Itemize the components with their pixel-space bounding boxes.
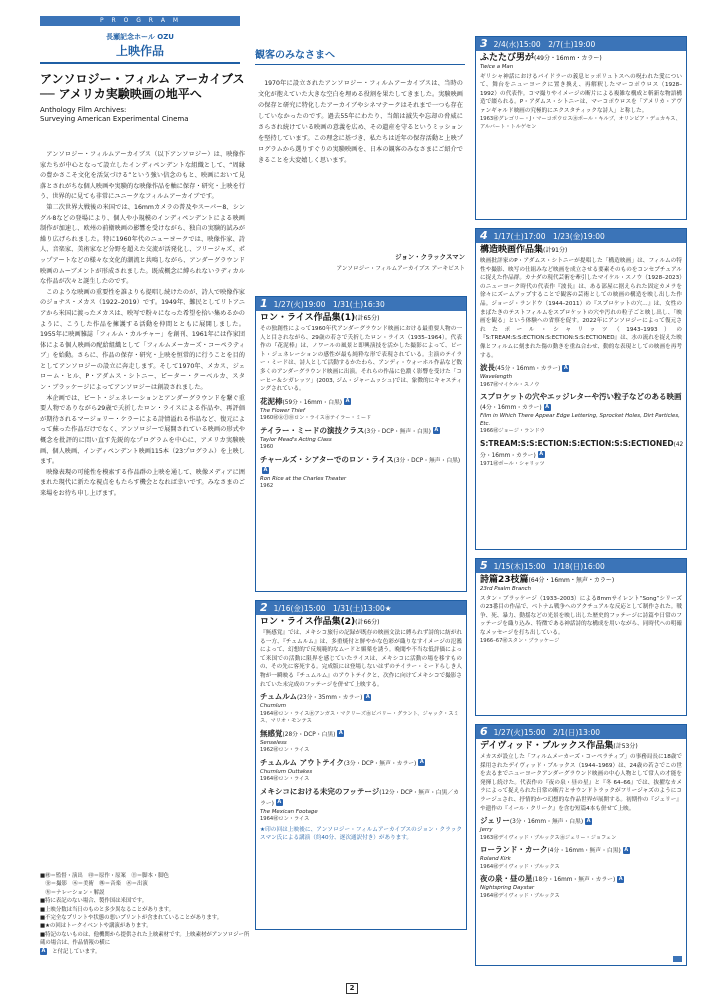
film-title [476, 814, 686, 827]
film-meta: (3分・DCP・無声・カラー) [343, 760, 417, 767]
program-header: P R O G R A M [40, 16, 240, 26]
program-dates: 1/27(火)15:00 2/1(日)13:00 [493, 728, 601, 737]
archive-badge: A [365, 693, 370, 700]
program-title-text: ふたたび男が [480, 53, 535, 63]
program-3 [475, 36, 687, 220]
film-title-text: メキシコにおける未完のフッテージ [260, 786, 380, 796]
film-credits: 1960 [260, 444, 274, 451]
program-credits: 1963㊙グレゴリー・J・マーコポウロス㊌ポール・キルブ、オリンピア・デュカキス、アルバート・トルゲセン [480, 116, 681, 130]
program-5 [475, 558, 687, 716]
film-title [256, 424, 466, 437]
film-title-text: テイラー・ミードの演技クラス [260, 425, 365, 435]
program-duration: (計66分) [355, 619, 380, 626]
film-meta: (4分・16mm・無声・白黒) [547, 848, 621, 855]
program-note: ★印の回は上映後に、アンソロジー・フィルムアーカイブスのジョン・クラックスマン氏による講演（約40分、逐次通訳付き）があります。 [260, 826, 462, 842]
corner-mark [673, 956, 682, 962]
film-meta: (3分・DCP・無声・白黒) [393, 457, 461, 464]
archive-badge: A [41, 947, 46, 954]
program-dates: 1/27(火)19:00 1/31(土)16:30 [273, 300, 385, 309]
intro-text: アンソロジー・フィルムアーカイブス（以下アンソロジー）は、映像作家たちが中心となって設立したインディペンデントな組織として、“周縁の豊かさこそ文化を活気づける”という強い信念のもと、映画において見落とされがちな個人映画や実験的な映像作品を軸に保存・研究・上映を行う、世界的に見ても非常にユニークなフィルムアーカイブです。 第二次世界大戦後の米国では、16mmカメラの普及やスーパー8、シングル8などの登場により、個人や小規模のインディペンデントによる映画制作が加速し、欧州の前衛映画の影響を受けながら、独自の実験的試みが繰り広げられました。特に1960年代のニューヨークでは、映像作家、詩人、音楽家、美術家など分野を超えた交流が活発化し、フリージャズ、ポップアートなどの様々な文化的潮流と共鳴しながら、アンダーグラウンド映画のムーブメントが形成されました。既成概念に縛られないラディカルな作品が次々と誕生したのです。 このような映画の重要性を誰よりも提唱し続けたのが、詩人で映像作家のジョナス・メカス（1922–2019）です。1949年、難民としてリトアニアから米国に渡ったメカスは、映写で粉々になった希望を拾い集めるかのように、こうした作品を擁護する活動を仲間とともに展開しました。1955年に映画雑誌「フィルム・カルチャー」を創刊、1961年には作家団体による個人映画の配給組織として「フィルムメーカーズ・コーペラティブ」を始動。さらに、作品の保存・研究・上映を恒常的に行うことを目的としてアンソロジーの設立に奔走します。そして1970年、メカス、ジェローム・ヒル、P・アダムス・シトニー、ピーター・クーベルカ、スタン・ブラッケージによってアンソロジーは創設されました。 本企画では、ピート・ジェネレーションとアンダーグラウンドを繋ぐ重要人物でありながら29歳で夭折したロン・ライスによる作品や、再評価が期待されるマージョリー・ケラーによる詩情溢れる作品など、復元によって蘇った作品だけでなく、アンソロジーで展開されている映画の形式や概念を批評的に問い直す先鋭的なプログラムを中心に、アメリカ実験映画、個人映画、インディペンデント映画115本（23プログラム）を上映します。 映像表現の可能性を模索する作品群の上映を通して、映像メディアに囲まれた現代に新たな視点をもたらす機会となれば幸いです。みなさまのご来場をお待ち申し上げます。 [40, 151, 245, 497]
film-meta: (4分・16mm・カラー) [480, 405, 542, 412]
film-credits: 1962㊙ロン・ライス [260, 747, 310, 754]
program-4 [475, 228, 687, 550]
greeting-signature: ジョン・クラックスマン [395, 253, 465, 261]
film-title-text: 花泥棒 [260, 396, 283, 406]
film-meta: (3分・16mm・無声・白黒) [509, 819, 584, 826]
film-title [256, 453, 466, 476]
program-title [256, 311, 466, 324]
film-en-title: Chumlum Outtakes [260, 768, 313, 775]
program-title-text: ロン・ライス作品集(2) [260, 617, 356, 627]
film-title [476, 872, 686, 885]
section-title: 上映作品 [115, 44, 164, 58]
film-title-text: S:TREAM:S:S:ECTION:S:ECTION:S:S:ECTIONED [480, 438, 674, 448]
greeting-title: 観客のみなさまへ [255, 46, 465, 65]
archive-badge: A [345, 398, 350, 405]
program-2 [255, 600, 467, 930]
archive-badge: A [263, 467, 268, 474]
film-en-title: Wavelength [480, 374, 513, 381]
program-en-title: 23rd Psalm Branch [480, 586, 532, 592]
english-title: Anthology Film Archives: Surveying American Experimental Cinema [40, 106, 189, 123]
film-credits: 1964㊙ロン・ライス㊌アンガス・マクリーズ㊌ビバリー・グラント、ジャック・スミス、マリオ・モンテス [260, 710, 459, 725]
program-title-text: 構造映画作品集 [480, 245, 544, 255]
film-meta: (28分・DCP・白黒) [282, 731, 336, 738]
film-credits: 1966㊙ジョージ・ランドウ [480, 428, 545, 435]
program-2-header [256, 601, 466, 615]
film-meta: (23分・35mm・カラー) [296, 695, 363, 702]
film-title-text: スプロケットの穴やエッジレターや汚い粒子などのある映画 [480, 392, 682, 402]
film-credits: 1962 [260, 483, 274, 490]
film-credits: 1964㊙ロン・ライス [260, 816, 310, 823]
program-4-header [476, 229, 686, 243]
program-duration: (計65分) [355, 315, 380, 322]
program-description: 映画批評家のP・アダムス・シトニーが提唱した「構造映画」は、フィルムの特性や撮影、映写の仕組みなど映画を成立させる要素そのものをコンセプチュアルに捉えた作品群。カナダの現代芸術を牽引したマイケル・スノウ（1928–2023）のニューヨーク時代の代表作『波長』は、ある部屋に据えられた固定カメラを徐々にズームアップすることで観客の芸術としての映画の構造を映し出した作品。ジョージ・ランドウ（1944–2011）の『スプロケットの穴…』は、女性のまばたきのテストフィルムをスプロケットの穴や汚れの粒子ごと映し出し、「映画を観る」という体験への省察を促す。2022年にアンソロジーによって復元されたポール・シャリッツ（1943–1993）の『S:TREAM:S:S:ECTION:S:ECTION:S:S:ECTIONED』は、水の流れを捉えた映像とフィルムに刻まれた傷の動きを重ね合わせ、動的な表現としての映画を再考する。 [480, 258, 682, 359]
film-en-title: Senseless [260, 739, 287, 746]
film-meta: (42分・16mm・カラー) [480, 441, 684, 459]
film-meta: (3分・DCP・無声・白黒) [364, 428, 431, 435]
film-credits: 1967㊙マイケル・スノウ [480, 381, 540, 388]
program-title [476, 243, 686, 256]
film-title-text: 無感覚 [260, 728, 283, 738]
film-credits: 1964㊙デイヴィッド・ブルックス [480, 863, 560, 870]
program-1 [255, 296, 467, 592]
program-title-text: デイヴィッド・ブルックス作品集 [480, 741, 614, 751]
film-en-title: Chumlum [260, 703, 287, 710]
film-en-title: Film in Which There Appear Edge Lettering, Sprocket Holes, Dirt Particles, Etc. [480, 413, 680, 427]
film-title [476, 437, 686, 461]
legend: ■㊙＝監督・演出 ㊞＝原作・原案 ㊐＝脚本・脚色 ㊎＝撮影 ㊍＝美術 ㊑＝音楽 ㊌＝出演 ㊒＝ナレーション・解説 ■特に表記のない場合、製作国は米国です。 ■上映分数は当日のものと多少異なることがあります。 ■不完全なプリントや状態の悪いプリントが含まれていることがあります。 ■★の回はトークイベントや講演があります。 ■特記のないものは、他機関から提供された上映素材です。上映素材がアンソロジー所蔵の場合は、作品情報の横に A と付記しています。 [40, 873, 250, 955]
film-credits: 1964㊙デイヴィッド・ブルックス [480, 892, 560, 899]
program-title-text: ロン・ライス作品集(1) [260, 313, 356, 323]
program-description: その独創性によって1960年代アンダーグラウンド映画における最重要人物の一人と目されながら、29歳の若さで夭折したロン・ライス（1935–1964）。代表作の『花泥棒』は、ノワールの風景と即興演技を活かした撮影によって、ビート・ジェネレーションの感性が最も純粋な形で表現されている。主演のテイラー・ミードは、詩人として活動するかたわら、アンディ・ウォーホル作品など数多くのアンダーグラウンド映画に出演。それらの作品に色濃く影響を受けた「コーヒー＆シガレッツ」(2003, ジム・ジャームッシュ)では、象徴的にキャスティングされている。 [260, 326, 462, 393]
film-title-text: チュムルム アウトテイク [260, 757, 344, 767]
film-credits: 1963㊙デイヴィッド・ブルックス㊌ジェリー・ジョフェン [480, 834, 617, 841]
program-description: メカスが設立した「フィルムメーカーズ・コーペラティブ」の事務局長に18歳で採用されたデイヴィッド・ブルックス（1944–1969）は、24歳の若さでこの世を去るまでニューヨークアンダーグラウンド映画の中心人物として常人の才能を発揮し続けた。代表作の『夜の泉・昼の星』と『冬 64–66』では、抜擢なカメラによって捉えられた日常の断片とサウンドトラックがフリージャズのようにコラージュされ、抒情的かつ幻想的な作品世界が展開する。初期作の『ジェリー』や遺作の『イール・クリーク』を含む短篇4本も併せて上映。 [480, 754, 682, 812]
main-title: アンソロジー・フィルム アーカイブス ── アメリカ実験映画の地平へ [40, 72, 245, 101]
film-en-title: Nightspring Daystar [480, 885, 535, 892]
program-1-header [256, 297, 466, 311]
program-description: スタン・ブラッケージ（1933–2003）による8mmサイレント“Song”シリーズの23番目の作品で、ベトナム戦争へのアクチュアルな反応として制作された。戦争、死、暴力、動揺などの光景を映し出した歴史的フッテージに詩篇や日常のフッテージを織り込み、特徴である神話詩的な構成を用いながら、同時代への明確なメッセージを打ち出している。 [480, 595, 682, 636]
program-duration: (計91分) [543, 247, 568, 254]
film-meta: (12分・DCP・無声・白黒／カラー) [260, 789, 459, 807]
divider [40, 62, 240, 64]
film-title-text: 夜の泉・昼の星 [480, 874, 533, 884]
film-en-title: Jerry [480, 827, 493, 834]
program-5-header [476, 559, 686, 573]
program-title [476, 739, 686, 752]
film-meta: (45分・16mm・カラー) [495, 366, 561, 373]
film-title [256, 727, 466, 740]
archive-badge: A [563, 364, 568, 371]
hall-name: 長瀬記念ホール OZU [105, 33, 174, 41]
film-meta: (59分・16mm・白黒) [282, 399, 343, 406]
film-meta: (18分・16mm・無声・カラー) [532, 877, 616, 884]
film-title [476, 390, 686, 413]
program-6-header [476, 725, 686, 739]
program-number: 5 [480, 559, 488, 572]
film-title-text: ジェリー [480, 816, 510, 826]
film-en-title: The Mexican Footage [260, 808, 318, 815]
film-title-text: ローランド・カーク [480, 845, 548, 855]
program-dates: 1/16(金)15:00 1/31(土)13:00★ [273, 604, 392, 613]
archive-badge: A [545, 403, 550, 410]
archive-badge: A [618, 875, 623, 882]
film-credits: 1964㊙ロン・ライス [260, 776, 310, 783]
film-title [256, 785, 466, 809]
program-number: 2 [260, 601, 268, 614]
greeting-role: アンソロジー・フィルムアーカイブス アーキビスト [336, 266, 465, 272]
program-3-header [476, 37, 686, 51]
program-dates: 2/4(水)15:00 2/7(土)19:00 [493, 40, 596, 49]
program-6 [475, 724, 687, 966]
film-title [256, 395, 466, 408]
film-en-title: The Flower Thief [260, 407, 305, 414]
film-title-text: チャールズ・シアターでのロン・ライス [260, 454, 394, 464]
program-dates: 1/17(土)17:00 1/23(金)19:00 [493, 232, 605, 241]
program-number: 4 [480, 229, 488, 242]
program-number: 1 [260, 297, 268, 310]
film-title [476, 843, 686, 856]
program-number: 3 [480, 37, 488, 50]
program-en-title: Twice a Man [480, 64, 514, 70]
film-en-title: Ron Rice at the Charles Theater [260, 475, 347, 482]
film-en-title: Taylor Mead's Acting Class [260, 436, 332, 443]
film-title [476, 361, 686, 374]
program-title-text: 詩篇23枝篇 [480, 575, 529, 585]
program-title [476, 573, 686, 586]
film-credits: 1960㊙㊎㊐㊞ロン・ライス㊌テイラー・ミード [260, 415, 372, 422]
archive-badge: A [539, 451, 544, 458]
program-number: 6 [480, 725, 488, 738]
archive-badge: A [419, 759, 424, 766]
program-title [256, 615, 466, 628]
film-credits: 1971㊙ポール・シャリッツ [480, 460, 545, 467]
archive-badge: A [434, 427, 439, 434]
program-dates: 1/15(木)15:00 1/18(日)16:00 [493, 562, 605, 571]
archive-badge: A [338, 730, 343, 737]
archive-badge: A [624, 846, 629, 853]
program-duration: (49分・16mm・カラー) [534, 55, 602, 62]
page-number: 2 [346, 983, 358, 994]
film-title [256, 690, 466, 703]
greeting-text: 1970年に設立されたアンソロジー・フィルムアーカイブスは、当時の文化が抱えていた大きな空白を埋める役割を果たしてきました。実験映画の保存と研究に特化したアーカイブやシネマテークはそれまで一つも存在していなかったのです。過去55年にわたり、当館は滅失や忘却の脅威にさらされ続けている映画の意義を広め、その遺産を守るというミッションを堅持しています。この理念に基づき、私たちは近年の保存活動と上映プログラムから選りすぐりの実験映画を、日本の観客のみなさまにご紹介できることを大変嬉しく思います。 [258, 80, 463, 164]
program-title [476, 51, 686, 64]
program-description: 『無感覚』では、メキシコ旅行の記録が既存の映画文法に縛られず詩的に紡がれる一方、『チュムルム』は、多重焼付と鮮やかな色彩が織りなすイメージの氾濫によって、幻想的で反規範的なムードと媚薬を誘う。晩聞や不当な低評価によって米国での活動に限界を感じていたライスは、メキシコに活動の場を移すものの、その先に客死する。完成版には登場しないはずのテイラー・ミードらしき人物が一瞬映る『チュムルム』のアウトテイクと、次作に向けてメキシコで撮影されていた未完成のフッテージを併せて上映する。 [260, 630, 462, 688]
film-title-text: 波長 [480, 363, 495, 373]
program-duration: (64分・16mm・無声・カラー) [528, 577, 615, 584]
film-en-title: Roland Kirk [480, 856, 511, 863]
archive-badge: A [277, 799, 282, 806]
program-duration: (計53分) [613, 743, 638, 750]
program-credits: 1966–67㊙スタン・ブラッケージ [480, 638, 560, 645]
program-description: ギリシャ神話におけるパイドラーの義息ヒッポリュトスへの呪われた愛について、舞台をニューヨークに置き換え、再解釈したマーコポウロス（1928–1992）の代表作。コマ撮りやイメージの断片による複雑な構成と斬新な物語構造で綴られる。P・アダムス・シトニーは、マーコポウロスを「アメリカ・アヴァンギャルド映画の究極的にエクスタティックな詩人」と称した。 [480, 73, 682, 114]
archive-badge: A [586, 817, 591, 824]
film-title-text: チュムルム [260, 692, 297, 702]
film-title [256, 756, 466, 769]
